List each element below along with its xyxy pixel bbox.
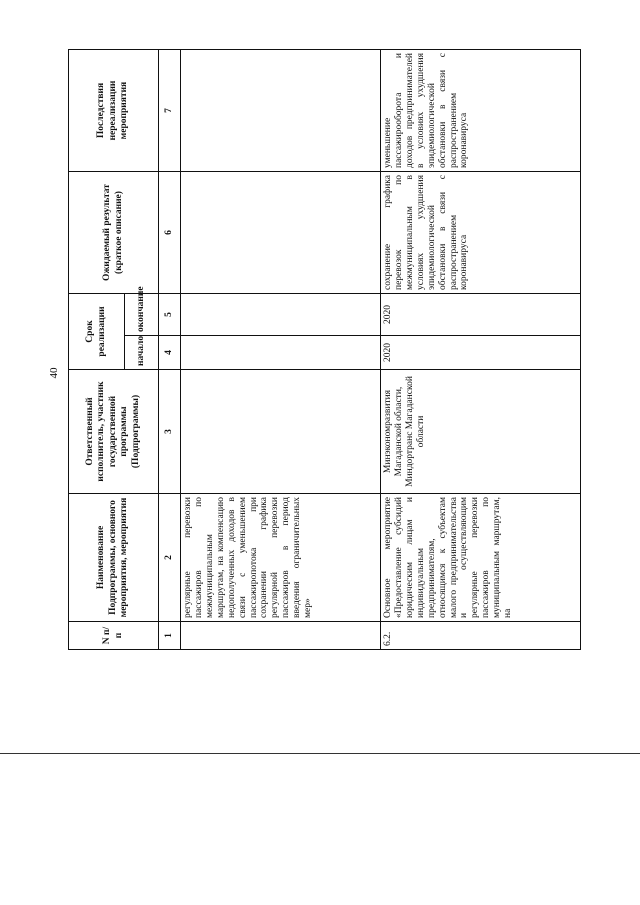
measure-name: Основное мероприятие «Предоставление субсидий юридическим лицам и индивидуальным предпринимателям, относящимся к субъектам малого предпринимательства и осуществляющим регулярные перевозки пассажиров по муниципальным маршрутам, на — [381, 494, 581, 622]
measure-result — [181, 172, 381, 294]
measure-end — [181, 294, 381, 336]
measure-end: 2020 — [381, 294, 581, 336]
program-measures-table — [68, 49, 581, 650]
header-name: Наименование Подпрограммы, основного мероприятия, мероприятия — [69, 494, 159, 622]
horizontal-rule — [0, 753, 640, 754]
column-number-row — [159, 50, 181, 650]
table-row — [181, 50, 381, 650]
header-number: N п/п — [69, 622, 159, 650]
column-number: 4 — [159, 336, 181, 370]
header-row — [69, 50, 125, 650]
measure-consequences: уменьшение пассажирооборота и доходов предпринимателей в условиях ухудшения эпидемиологической обстановки в связи с распространением коронавируса — [381, 50, 581, 172]
header-period: Срок реализации — [69, 294, 125, 370]
measure-name: регулярные перевозки пассажиров по межмуниципальным маршрутам, на компенсацию недополученных доходов в связи с уменьшением пассажиропотока при сохранении графика регулярной перевозки пассажиров в период введения ограничительных мер» — [181, 494, 381, 622]
measure-consequences — [181, 50, 381, 172]
measure-start: 2020 — [381, 336, 581, 370]
row-number — [181, 622, 381, 650]
header-executor: Ответственный исполнитель, участник государственной программы (Подпрограммы) — [69, 370, 159, 494]
column-number: 1 — [159, 622, 181, 650]
measure-start — [181, 336, 381, 370]
column-number: 3 — [159, 370, 181, 494]
header-start: начало — [125, 336, 159, 370]
column-number: 7 — [159, 50, 181, 172]
table-row — [381, 50, 581, 650]
measure-result: сохранение графика перевозок по межмуниципальным в условиях ухудшения эпидемиологической обстановки в связи с распространением коронавируса — [381, 172, 581, 294]
header-result: Ожидаемый результат (краткое описание) — [69, 172, 159, 294]
rotated-table-container — [68, 50, 580, 650]
column-number: 6 — [159, 172, 181, 294]
header-end: окончание — [125, 294, 159, 336]
column-number: 5 — [159, 294, 181, 336]
column-number: 2 — [159, 494, 181, 622]
page-number: 40 — [48, 367, 60, 379]
measure-executor: Минэкономразвития Магаданской области, Миндортранс Магаданской области — [381, 370, 581, 494]
measure-executor — [181, 370, 381, 494]
row-number: 6.2. — [381, 622, 581, 650]
header-consequences: Последствия нереализации мероприятия — [69, 50, 159, 172]
